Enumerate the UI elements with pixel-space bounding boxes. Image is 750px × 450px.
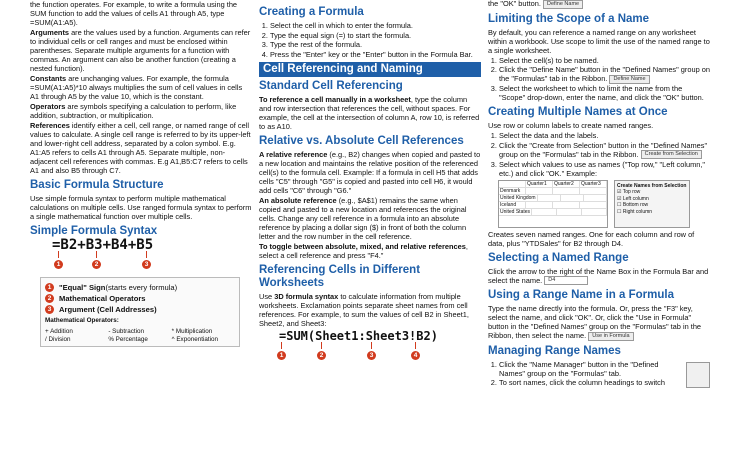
diffws-text-1: Use bbox=[259, 291, 275, 301]
example-row-2 bbox=[499, 195, 607, 202]
references-para bbox=[30, 121, 252, 175]
limit-scope-heading: Limiting the Scope of a Name bbox=[488, 12, 650, 25]
marker-line-2 bbox=[96, 251, 97, 258]
different-worksheets-text bbox=[259, 292, 481, 328]
cell: Quarter2 bbox=[553, 181, 580, 188]
formula-legend bbox=[40, 277, 240, 347]
legend-marker-3: 3 bbox=[45, 305, 54, 314]
absolute-text: (e.g., $A$1) remains the same when copied and pasted to a new location and references the original cells. Change any cell reference in a formula into an absolute reference by placing a dollar sign ($) in front of both the column letter and the row number in the cell reference. bbox=[259, 195, 467, 241]
dialog-opt-2-label: Left column bbox=[622, 195, 649, 202]
column-3 bbox=[488, 0, 710, 450]
column-2 bbox=[259, 0, 481, 450]
absolute-para bbox=[259, 196, 481, 241]
multi-step-1: 1. Select the data and the labels. bbox=[499, 131, 710, 140]
managing-steps bbox=[488, 360, 682, 388]
operators-term: Operators bbox=[30, 102, 66, 111]
relative-text: (e.g., B2) changes when copied and pasted to a new location and maintains the relative position of the referenced cell(s) to the formula cell. Example: If a formula in cell H5 that adds cells "C5" through "G5" is copied and pasted into cell H6, it would add cells "C6" through "G6." bbox=[259, 149, 481, 195]
basic-structure-heading: Basic Formula Structure bbox=[30, 179, 164, 191]
simple-formula: =B2+B3+B4+B5 bbox=[52, 237, 154, 253]
selecting-named-range-heading: Selecting a Named Range bbox=[488, 251, 629, 264]
dialog-opt-1-label: Top row bbox=[622, 189, 641, 196]
op-division: / Division bbox=[45, 335, 71, 343]
legend-marker-2: 2 bbox=[45, 294, 54, 303]
cell bbox=[499, 181, 526, 188]
constants-text: are unchanging values. For example, the formula =SUM(A1:A5)*10 always multiplies the sum of cell values in cells A1 through A5 by the value 10, which is the constant. bbox=[30, 74, 243, 101]
example-row-1 bbox=[499, 188, 607, 195]
op-addition: + Addition bbox=[45, 328, 73, 335]
use-in-formula-chip: Use in Formula bbox=[588, 332, 633, 341]
operators-para bbox=[30, 102, 252, 120]
relative-para bbox=[259, 150, 481, 195]
limit-scope-text: By default, you can reference a named range on any worksheet within a workbook. Use scope to limit the use of the named range to a single worksheet. bbox=[488, 27, 710, 55]
3d-marker-3: 3 bbox=[367, 351, 376, 360]
limit-step-2 bbox=[499, 65, 710, 84]
limit-step-1: 1. Select the cell(s) to be named. bbox=[499, 56, 710, 65]
basic-structure-text: Use simple formula syntax to perform multiple mathematical calculations on multiple cells. Use ranged formula syntax to perform a single mathematical function over multiple cells. bbox=[30, 194, 252, 221]
creating-formula-heading: Creating a Formula bbox=[259, 6, 364, 18]
limit-scope-steps bbox=[488, 56, 710, 103]
3d-formula-markers bbox=[275, 342, 481, 364]
cell: Quarter1 bbox=[526, 181, 553, 188]
standard-referencing-heading: Standard Cell Referencing bbox=[259, 79, 403, 92]
using-range-name-heading: Using a Range Name in a Formula bbox=[488, 289, 674, 302]
diffws-text-2: to calculate information from multiple worksheets. Exclamation points separate sheet names from cell references. For example, to sum the values of cell B2 in Sheet1, Sheet2, and Sheet3: bbox=[259, 291, 469, 328]
cell bbox=[580, 188, 607, 195]
cell: Quarter3 bbox=[580, 181, 607, 188]
limit-step-2-text: Click the "Define Name" button in the "Defined Names" group on the "Formulas" tab in the Ribbon. bbox=[499, 65, 710, 84]
standard-referencing-text bbox=[259, 95, 481, 131]
multi-step-2-text: Click the "Create from Selection" button in the "Defined Names" group on the "Formulas" tab in the Ribbon. bbox=[499, 140, 708, 159]
cell bbox=[532, 209, 557, 216]
legend-note-1: (starts every formula) bbox=[105, 283, 178, 292]
managing-block bbox=[488, 360, 710, 388]
section-band: Cell Referencing and Naming bbox=[259, 62, 481, 77]
op-exponentiation: ^ Exponentiation bbox=[171, 335, 219, 343]
references-term: References bbox=[30, 121, 70, 130]
3d-marker-1: 1 bbox=[277, 351, 286, 360]
relative-absolute-heading: Relative vs. Absolute Cell References bbox=[259, 134, 464, 147]
op-subtraction: - Subtraction bbox=[108, 328, 145, 335]
3d-marker-4: 4 bbox=[411, 351, 420, 360]
constants-para bbox=[30, 74, 252, 101]
marker-1: 1 bbox=[54, 260, 63, 269]
legend-label-2: Mathematical Operators bbox=[59, 294, 146, 303]
references-text: identify either a cell, cell range, or named range of cell values to calculate. A single cell range is referred to by its upper-left and lower-right cell address, separated by a colon symbol. E.g. A1:A5 refers to cells A1 through A5. Separate multiple, non-adjacent cell references with commas. E.g A1,B5:C7 refers to cells A1 and also B5 through C7. bbox=[30, 121, 251, 175]
example-row-4 bbox=[499, 209, 607, 216]
cell bbox=[526, 188, 553, 195]
cell bbox=[582, 209, 607, 216]
cell bbox=[557, 209, 582, 216]
define-name-chip-2: Define Name bbox=[609, 75, 649, 84]
name-box[interactable]: D4 bbox=[544, 276, 588, 285]
dialog-opt-3-label: Bottom row bbox=[622, 202, 649, 209]
simple-syntax-heading: Simple Formula Syntax bbox=[30, 225, 158, 237]
managing-range-names-heading: Managing Range Names bbox=[488, 344, 621, 357]
top-continuation bbox=[488, 0, 710, 9]
multi-step-2 bbox=[499, 141, 710, 160]
standard-bold: To reference a cell manually in a worksheet bbox=[259, 94, 411, 104]
name-manager-icon bbox=[686, 362, 710, 388]
dialog-title: Create Names from Selection bbox=[617, 182, 687, 189]
multiple-names-heading: Creating Multiple Names at Once bbox=[488, 106, 668, 119]
creating-formula-steps bbox=[259, 21, 481, 59]
diffws-bold: 3D formula syntax bbox=[274, 291, 339, 301]
arguments-text: are the values used by a function. Arguments can refer to individual cells or cell ranges and must be enclosed within parentheses. Separate multiple arguments for a function with commas. An argument can also be another function (creating a nested function). bbox=[30, 28, 251, 73]
legend-label-3: Argument (Cell Addresses) bbox=[59, 305, 157, 314]
multi-step-3: 3. Select which values to use as names ("Top row," "Left column," etc.) and click "OK." Example: bbox=[499, 160, 710, 178]
cell bbox=[553, 202, 580, 209]
multiple-names-text: Use row or column labels to create named ranges. bbox=[488, 121, 654, 131]
legend-row-3 bbox=[45, 305, 235, 314]
cell bbox=[580, 202, 607, 209]
dialog-opt-1[interactable]: ☑ Top row bbox=[617, 189, 641, 196]
standard-body: , type the column and row intersection that references the cell, without spaces. For example, the cell at the intersection of column A, row 10, is referred to as A10. bbox=[259, 94, 480, 131]
creating-step-1: 1. Select the cell in which to enter the formula. bbox=[270, 21, 481, 30]
legend-row-2 bbox=[45, 294, 235, 303]
example-table bbox=[498, 180, 608, 228]
marker-2: 2 bbox=[92, 260, 101, 269]
cell bbox=[584, 195, 607, 202]
operators-grid bbox=[45, 328, 235, 343]
cell bbox=[526, 202, 553, 209]
managing-step-2: 2. To sort names, click the column headings to switch bbox=[499, 378, 682, 387]
cell bbox=[553, 188, 580, 195]
creating-step-3: 3. Type the rest of the formula. bbox=[270, 40, 481, 49]
using-text: Type the name directly into the formula. Or, press the "F3" key, select the name, and click "OK". Or, click the "Use in Formula" button in the "Defined Names" group on the "Formulas" tab in the Ribbon, then select the name. bbox=[488, 304, 702, 341]
operators-text: are symbols specifying a calculation to perform, like addition, subtraction, or multiplication. bbox=[30, 102, 237, 120]
marker-3: 3 bbox=[142, 260, 151, 269]
marker-line-3 bbox=[146, 251, 147, 258]
col1-intro: the function operates. For example, to write a formula using the SUM function to add the values of cells A1 through A5, type =SUM(A1:A5). bbox=[30, 0, 238, 27]
creating-step-2: 2. Type the equal sign (=) to start the formula. bbox=[270, 31, 481, 40]
selecting-named-range-text bbox=[488, 267, 710, 286]
toggle-bold: To toggle between absolute, mixed, and relative references bbox=[259, 241, 466, 251]
define-name-chip: Define Name bbox=[543, 0, 583, 9]
selecting-text: Click the arrow to the right of the Name Box in the Formula Bar and select the name. bbox=[488, 266, 709, 285]
3d-marker-line-3 bbox=[371, 342, 372, 349]
op-percentage: % Percentage bbox=[108, 335, 148, 343]
cell: Iceland bbox=[499, 202, 526, 209]
creating-step-4: 4. Press the "Enter" key or the "Enter" button in the Formula Bar. bbox=[270, 50, 481, 59]
3d-marker-line-1 bbox=[281, 342, 282, 349]
example-images bbox=[498, 180, 710, 228]
cell bbox=[561, 195, 584, 202]
using-range-name-text bbox=[488, 304, 710, 341]
dialog-opt-4[interactable]: ☐ Right column bbox=[617, 208, 653, 215]
cell: United Kingdom bbox=[500, 194, 536, 201]
top-line: the "OK" button. bbox=[488, 0, 541, 8]
multiple-names-after: Creates seven named ranges. One for each column and row of data, plus "YTDSales" for B2 through D4. bbox=[488, 229, 695, 248]
create-names-dialog bbox=[614, 180, 690, 228]
example-row-3 bbox=[499, 202, 607, 209]
multiple-names-steps bbox=[488, 131, 710, 178]
operators-heading: Mathematical Operators: bbox=[45, 317, 119, 324]
column-1 bbox=[30, 0, 252, 450]
3d-formula: =SUM(Sheet1:Sheet3!B2) bbox=[279, 328, 438, 343]
arguments-para bbox=[30, 28, 252, 73]
3d-marker-2: 2 bbox=[317, 351, 326, 360]
toggle-para bbox=[259, 242, 481, 260]
example-row-0 bbox=[499, 181, 607, 188]
toggle-text: , select a cell reference and press "F4." bbox=[259, 241, 468, 260]
relative-term: A relative reference bbox=[259, 149, 328, 159]
dialog-opt-4-label: Right column bbox=[622, 208, 653, 215]
dialog-opt-2[interactable]: ☑ Left column bbox=[617, 195, 649, 202]
constants-term: Constants bbox=[30, 74, 67, 83]
3d-marker-line-4 bbox=[415, 342, 416, 349]
arguments-term: Arguments bbox=[30, 28, 70, 37]
limit-step-3: 3. Select the worksheet to which to limit the name from the "Scope" drop-down, enter the name, and click the "OK" button. bbox=[499, 84, 710, 102]
dialog-opt-3[interactable]: ☐ Bottom row bbox=[617, 202, 649, 209]
cell bbox=[538, 195, 561, 202]
3d-marker-line-2 bbox=[321, 342, 322, 349]
different-worksheets-heading: Referencing Cells in Different Worksheets bbox=[259, 263, 421, 289]
marker-line-1 bbox=[58, 251, 59, 258]
legend-marker-1: 1 bbox=[45, 283, 54, 292]
absolute-term: An absolute reference bbox=[259, 195, 337, 205]
formula-markers bbox=[42, 251, 252, 273]
cell: United States bbox=[500, 208, 531, 215]
create-from-selection-chip: Create from Selection bbox=[641, 150, 702, 159]
managing-step-1: 1. Click the "Name Manager" button in the "Defined Names" group on the "Formulas" tab. bbox=[499, 360, 682, 378]
cell: Denmark bbox=[499, 188, 526, 195]
legend-label-1: "Equal" Sign bbox=[59, 283, 106, 292]
op-multiplication: * Multiplication bbox=[171, 328, 213, 335]
legend-row-1 bbox=[45, 283, 235, 292]
